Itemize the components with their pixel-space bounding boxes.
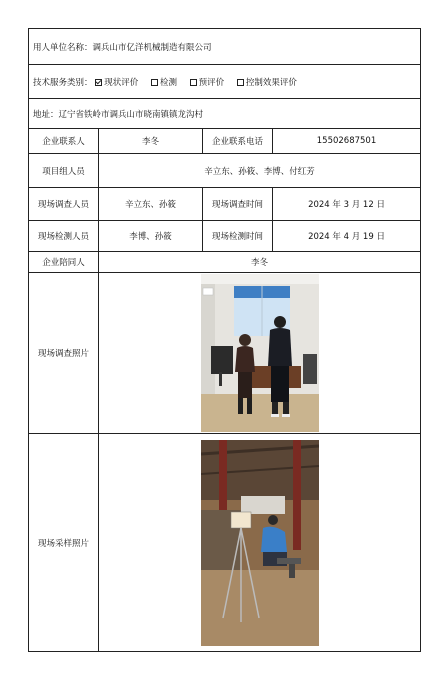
address-row	[29, 99, 421, 129]
service-option-control-eval[interactable]: 控制效果评价	[237, 78, 297, 88]
survey-photo	[201, 274, 319, 432]
checkbox-empty-icon	[151, 79, 158, 86]
inspection-people: 李博、孙筱	[99, 221, 203, 252]
checkbox-empty-icon	[237, 79, 244, 86]
service-label: 技术服务类别：	[33, 77, 93, 88]
escort-row	[29, 252, 421, 273]
unit-label: 用人单位名称：	[33, 42, 93, 53]
inspection-label: 现场检测人员	[29, 221, 99, 252]
inspection-time-label: 现场检测时间	[203, 221, 273, 252]
escort-label: 企业陪同人	[29, 252, 99, 273]
record-table	[28, 28, 421, 652]
unit-row	[29, 29, 421, 65]
unit-value: 调兵山市亿洋机械制造有限公司	[92, 42, 212, 53]
phone-value: 15502687501	[273, 129, 421, 154]
service-option-status-eval[interactable]: 现状评价	[95, 78, 138, 88]
service-cell	[29, 65, 421, 99]
contact-row	[29, 129, 421, 154]
survey-row	[29, 188, 421, 221]
address-cell	[29, 99, 421, 129]
sampling-photo-cell	[99, 434, 421, 652]
address-label: 地址：	[33, 109, 59, 120]
address-value: 辽宁省铁岭市调兵山市晓南镇镇龙沟村	[58, 109, 204, 120]
service-row	[29, 65, 421, 99]
team-row	[29, 154, 421, 188]
phone-label: 企业联系电话	[203, 129, 273, 154]
contact-label: 企业联系人	[29, 129, 99, 154]
sampling-photo-row	[29, 434, 421, 652]
survey-photo-label: 现场调查照片	[29, 273, 99, 434]
survey-time-label: 现场调查时间	[203, 188, 273, 221]
service-option-pre-eval[interactable]: 预评价	[190, 78, 225, 88]
unit-cell	[29, 29, 421, 65]
team-value: 辛立东、孙筱、李博、付红芳	[99, 154, 421, 188]
survey-photo-row	[29, 273, 421, 434]
survey-people: 辛立东、孙筱	[99, 188, 203, 221]
inspection-row	[29, 221, 421, 252]
survey-label: 现场调查人员	[29, 188, 99, 221]
inspection-time: 2024 年 4 月 19 日	[273, 221, 421, 252]
checkbox-checked-icon	[95, 79, 102, 86]
checkbox-empty-icon	[190, 79, 197, 86]
contact-name: 李冬	[99, 129, 203, 154]
sampling-photo-label: 现场采样照片	[29, 434, 99, 652]
service-option-testing[interactable]: 检测	[151, 78, 177, 88]
sampling-photo	[201, 440, 319, 646]
record-form	[28, 28, 420, 652]
team-label: 项目组人员	[29, 154, 99, 188]
survey-photo-cell	[99, 273, 421, 434]
survey-time: 2024 年 3 月 12 日	[273, 188, 421, 221]
escort-value: 李冬	[99, 252, 421, 273]
